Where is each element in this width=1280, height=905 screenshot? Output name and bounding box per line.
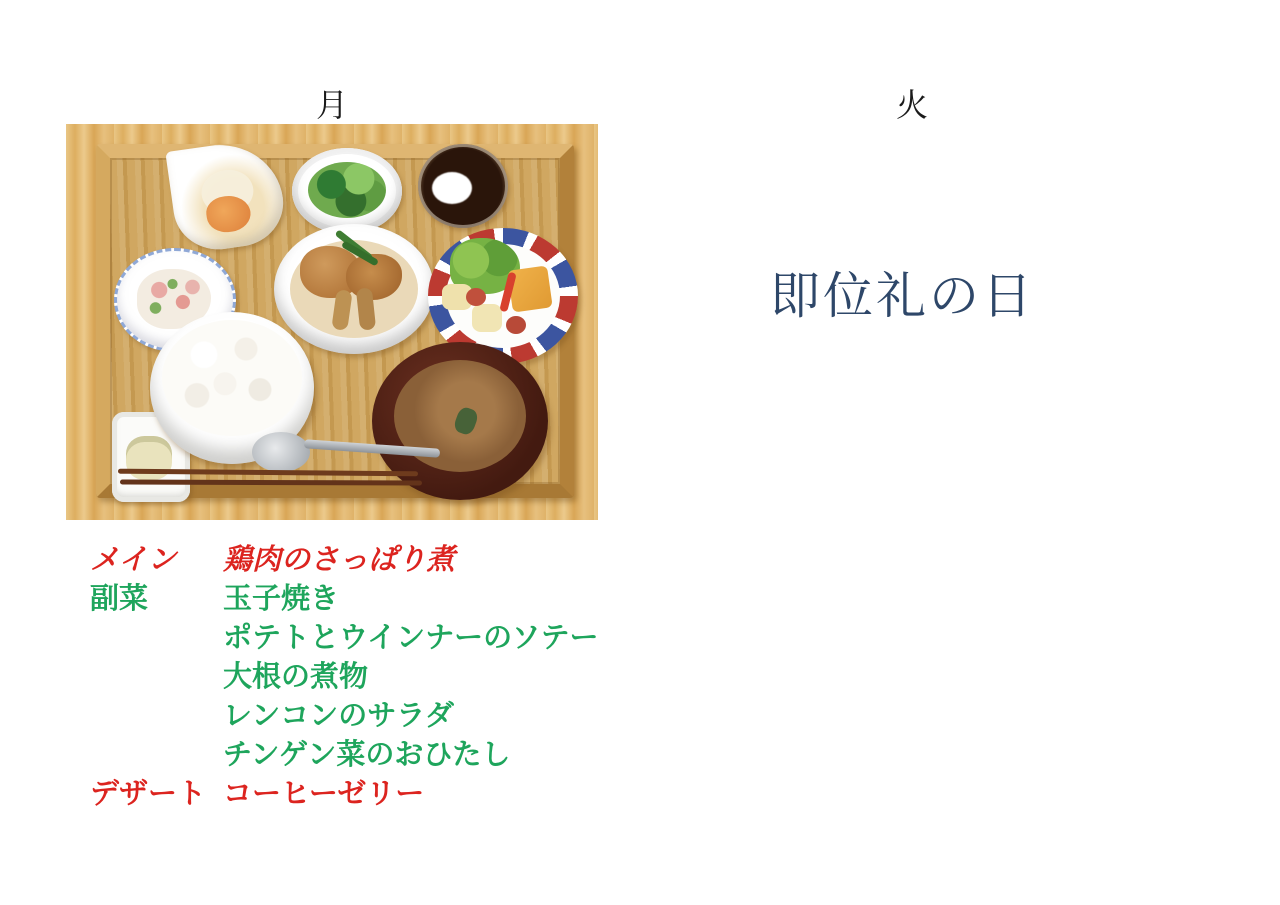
menu-item: レンコンのサラダ bbox=[223, 698, 454, 732]
white-rice bbox=[162, 320, 302, 436]
menu-row-side bbox=[90, 696, 650, 735]
boiled-greens bbox=[308, 162, 386, 218]
menu-label bbox=[90, 657, 223, 696]
potato-chunk bbox=[472, 304, 502, 332]
miso-soup-bowl bbox=[372, 342, 548, 500]
meal-photo bbox=[66, 124, 598, 520]
menu-item: チンゲン菜のおひたし bbox=[223, 737, 511, 771]
wiener-slice bbox=[506, 316, 526, 334]
day-header-tuesday: 火 bbox=[895, 86, 928, 124]
menu-item: 大根の煮物 bbox=[223, 659, 369, 693]
main-chicken-bowl bbox=[274, 224, 434, 354]
chopstick bbox=[120, 479, 422, 485]
menu-row-side bbox=[90, 735, 650, 774]
coffee-jelly-glass bbox=[418, 144, 508, 228]
menu-item: コーヒーゼリー bbox=[223, 776, 425, 810]
spoon-icon bbox=[252, 432, 310, 472]
menu-label: デザート bbox=[90, 776, 207, 810]
menu-row-side bbox=[90, 618, 650, 657]
menu-item: ポテトとウインナーのソテー bbox=[223, 620, 599, 654]
menu-item: 鶏肉のさっぱり煮 bbox=[223, 542, 456, 576]
menu-label: メイン bbox=[90, 542, 177, 576]
menu-label bbox=[90, 618, 223, 657]
menu-label bbox=[90, 735, 223, 774]
menu-label: 副菜 bbox=[90, 581, 149, 615]
menu-row-side bbox=[90, 657, 650, 696]
greens-bowl bbox=[292, 148, 402, 234]
wiener-slice bbox=[466, 288, 486, 306]
holiday-note: 即位礼の日 bbox=[770, 267, 1035, 325]
monday-menu bbox=[90, 540, 650, 813]
menu-label bbox=[90, 696, 223, 735]
menu-row-main bbox=[90, 540, 650, 579]
cream-topping bbox=[432, 172, 472, 204]
day-header-monday: 月 bbox=[315, 86, 348, 124]
menu-row-side bbox=[90, 579, 650, 618]
menu-row-dessert bbox=[90, 774, 650, 813]
menu-item: 玉子焼き bbox=[223, 581, 340, 615]
